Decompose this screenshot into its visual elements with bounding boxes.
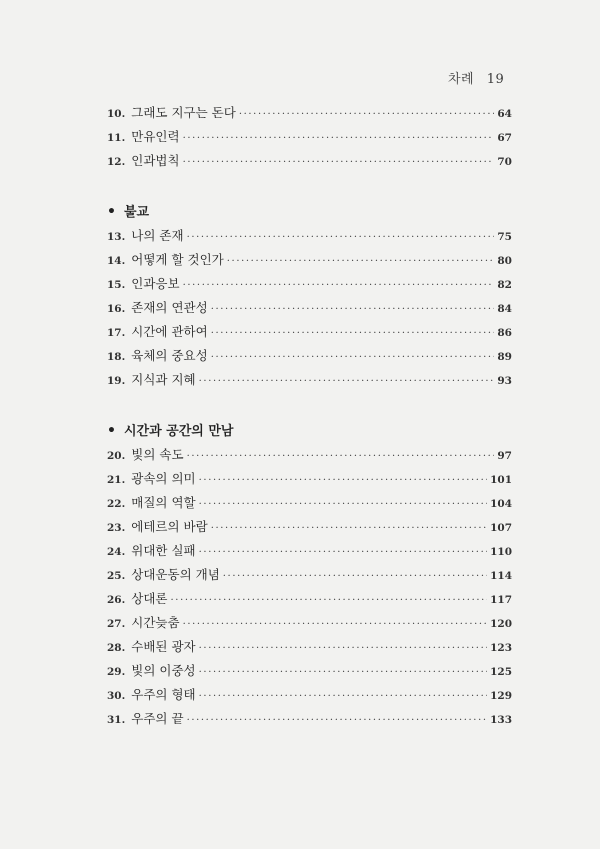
- section-title: 불교: [123, 205, 150, 220]
- leader-dots: [183, 130, 495, 148]
- entry-number: 11.: [107, 132, 126, 144]
- section-title: 시간과 공간의 만남: [123, 424, 234, 439]
- leader-dots: [211, 349, 495, 367]
- toc-entry[interactable]: [107, 614, 512, 632]
- leader-dots: [199, 544, 487, 562]
- entry-number: 24.: [107, 546, 126, 558]
- leader-dots: [183, 154, 495, 172]
- entry-page: 93: [497, 375, 512, 387]
- toc-entry[interactable]: [107, 470, 512, 488]
- toc-entry[interactable]: [107, 494, 512, 512]
- header-label: 차례: [448, 72, 475, 87]
- entry-title: 시간에 관하여: [131, 324, 208, 339]
- leader-dots: [199, 640, 487, 658]
- entry-page: 104: [490, 498, 512, 510]
- entry-title: 나의 존재: [131, 228, 184, 243]
- toc-entry[interactable]: [107, 299, 512, 317]
- entry-title: 시간늦춤: [131, 615, 180, 630]
- leader-dots: [199, 688, 487, 706]
- toc-entry[interactable]: [107, 323, 512, 341]
- toc-entry[interactable]: [107, 104, 512, 122]
- leader-dots: [183, 277, 495, 295]
- toc-entry[interactable]: [107, 542, 512, 560]
- section-heading: [107, 203, 149, 221]
- leader-dots: [211, 325, 495, 343]
- entry-number: 23.: [107, 522, 126, 534]
- entry-title: 위대한 실패: [131, 543, 196, 558]
- toc-entry[interactable]: [107, 275, 512, 293]
- entry-page: 123: [490, 642, 512, 654]
- entry-title: 상대운동의 개념: [131, 567, 220, 582]
- entry-page: 86: [497, 327, 512, 339]
- entry-page: 89: [497, 351, 512, 363]
- entry-title: 인과법칙: [131, 153, 180, 168]
- entry-number: 18.: [107, 351, 126, 363]
- leader-dots: [211, 520, 487, 538]
- leader-dots: [239, 106, 495, 124]
- entry-title: 만유인력: [131, 129, 180, 144]
- toc-entry[interactable]: [107, 590, 512, 608]
- leader-dots: [199, 472, 487, 490]
- toc-entry[interactable]: [107, 662, 512, 680]
- leader-dots: [223, 568, 487, 586]
- leader-dots: [199, 664, 487, 682]
- leader-dots: [171, 592, 488, 610]
- leader-dots: [183, 616, 487, 634]
- entry-page: 97: [497, 450, 512, 462]
- entry-number: 25.: [107, 570, 126, 582]
- entry-number: 29.: [107, 666, 126, 678]
- entry-page: 114: [490, 570, 512, 582]
- entry-title: 존재의 연관성: [131, 300, 208, 315]
- entry-title: 지식과 지혜: [131, 372, 196, 387]
- entry-title: 상대론: [131, 591, 168, 606]
- leader-dots: [199, 496, 487, 514]
- entry-number: 15.: [107, 279, 126, 291]
- entry-page: 110: [490, 546, 512, 558]
- entry-title: 그래도 지구는 돈다: [131, 105, 236, 120]
- entry-number: 21.: [107, 474, 126, 486]
- entry-number: 28.: [107, 642, 126, 654]
- entry-page: 101: [490, 474, 512, 486]
- toc-entry[interactable]: [107, 128, 512, 146]
- entry-page: 75: [497, 231, 512, 243]
- entry-title: 어떻게 할 것인가: [131, 252, 224, 267]
- entry-page: 107: [490, 522, 512, 534]
- entry-title: 빛의 속도: [131, 447, 184, 462]
- bullet-icon: •: [107, 204, 116, 220]
- toc-entry[interactable]: [107, 686, 512, 704]
- entry-title: 우주의 형태: [131, 687, 196, 702]
- entry-page: 133: [490, 714, 512, 726]
- leader-dots: [187, 448, 495, 466]
- entry-title: 인과응보: [131, 276, 180, 291]
- toc-entry[interactable]: [107, 566, 512, 584]
- entry-title: 육체의 중요성: [131, 348, 208, 363]
- entry-number: 12.: [107, 156, 126, 168]
- entry-number: 17.: [107, 327, 126, 339]
- bullet-icon: •: [107, 423, 116, 439]
- entry-number: 30.: [107, 690, 126, 702]
- toc-entry[interactable]: [107, 152, 512, 170]
- entry-number: 31.: [107, 714, 126, 726]
- entry-title: 매질의 역할: [131, 495, 196, 510]
- entry-number: 10.: [107, 108, 126, 120]
- leader-dots: [187, 229, 495, 247]
- toc-entry[interactable]: [107, 638, 512, 656]
- toc-entry[interactable]: [107, 518, 512, 536]
- entry-title: 에테르의 바람: [131, 519, 208, 534]
- entry-page: 129: [490, 690, 512, 702]
- entry-number: 27.: [107, 618, 126, 630]
- entry-number: 19.: [107, 375, 126, 387]
- entry-page: 117: [490, 594, 512, 606]
- toc-entry[interactable]: [107, 347, 512, 365]
- entry-number: 14.: [107, 255, 126, 267]
- running-header: [448, 68, 504, 87]
- leader-dots: [199, 373, 495, 391]
- entry-number: 16.: [107, 303, 126, 315]
- entry-page: 82: [497, 279, 512, 291]
- entry-number: 13.: [107, 231, 126, 243]
- entry-title: 수배된 광자: [131, 639, 196, 654]
- leader-dots: [187, 712, 488, 730]
- entry-page: 84: [497, 303, 512, 315]
- entry-number: 26.: [107, 594, 126, 606]
- entry-title: 광속의 의미: [131, 471, 196, 486]
- entry-page: 67: [497, 132, 512, 144]
- section-heading: [107, 422, 233, 440]
- leader-dots: [211, 301, 495, 319]
- entry-number: 22.: [107, 498, 126, 510]
- toc-entry[interactable]: [107, 710, 512, 728]
- entry-number: 20.: [107, 450, 126, 462]
- header-page-number: 19: [486, 72, 505, 87]
- entry-page: 125: [490, 666, 512, 678]
- entry-page: 80: [497, 255, 512, 267]
- entry-page: 120: [490, 618, 512, 630]
- leader-dots: [227, 253, 495, 271]
- toc-entry[interactable]: [107, 371, 512, 389]
- entry-page: 70: [497, 156, 512, 168]
- toc-entry[interactable]: [107, 446, 512, 464]
- entry-title: 우주의 끝: [131, 711, 184, 726]
- toc-entry[interactable]: [107, 227, 512, 245]
- entry-page: 64: [497, 108, 512, 120]
- toc-entry[interactable]: [107, 251, 512, 269]
- entry-title: 빛의 이중성: [131, 663, 196, 678]
